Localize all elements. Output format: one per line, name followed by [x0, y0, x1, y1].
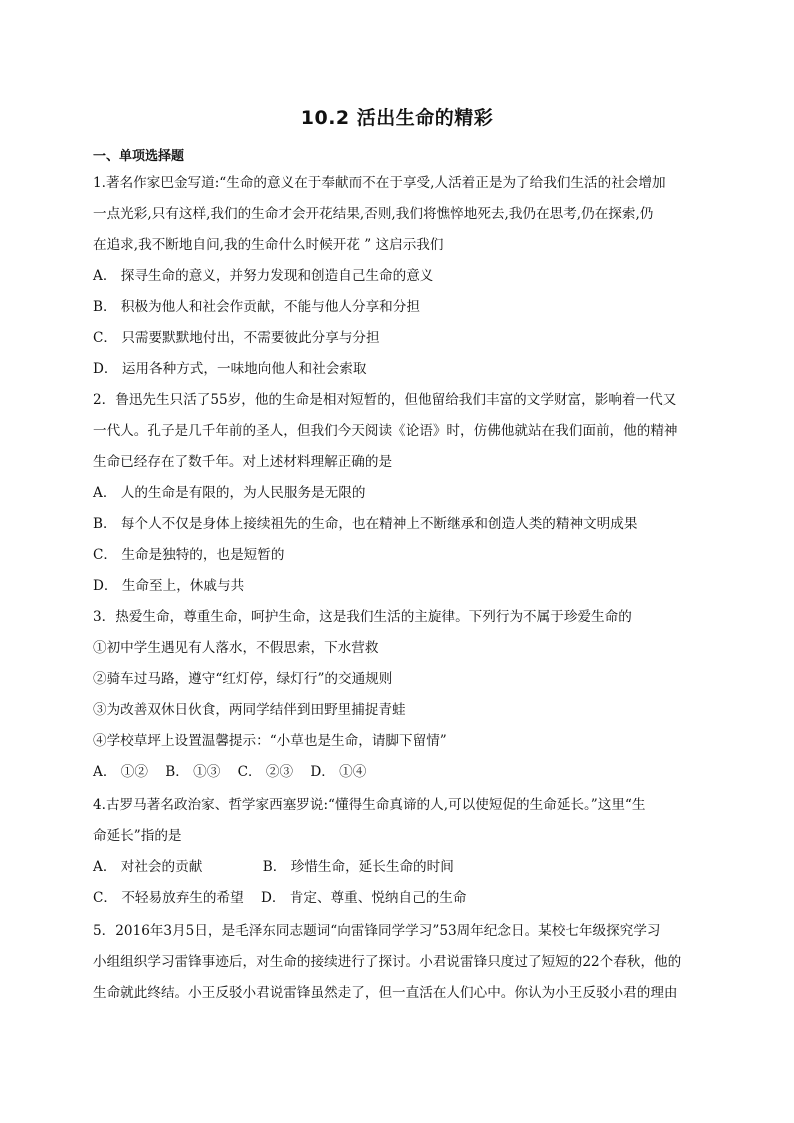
q3-item-2: ②骑车过马路，遵守“红灯停，绿灯行”的交通规则 [93, 671, 393, 687]
q1-option-d: D． 运用各种方式，一味地向他人和社会索取 [93, 361, 367, 377]
q2-option-b: B． 每个人不仅是身体上接续祖先的生命，也在精神上不断继承和创造人类的精神文明成果 [93, 516, 638, 532]
q5-stem-line: 5．2016年3月5日，是毛泽东同志题词“向雷锋同学学习”53周年纪念日。某校七年级探究学习 [93, 923, 661, 939]
q2-option-c: C． 生命是独特的，也是短暂的 [93, 547, 285, 563]
q4-options-ab: A． 对社会的贡献 B． 珍惜生命，延长生命的时间 [93, 859, 454, 875]
q2-option-d: D． 生命至上，休戚与共 [93, 578, 245, 594]
q3-options: A． ①② B． ①③ C． ②③ D． ①④ [93, 764, 367, 780]
q4-stem-line: 命延长”指的是 [93, 828, 182, 844]
q2-stem-line: 生命已经存在了数千年。对上述材料理解正确的是 [93, 454, 393, 470]
q2-stem-line: 一代人。孔子是几千年前的圣人，但我们今天阅读《论语》时，仿佛他就站在我们面前，他的精神 [93, 423, 678, 439]
q1-option-c: C． 只需要默默地付出，不需要彼此分享与分担 [93, 330, 380, 346]
q3-item-3: ③为改善双休日伙食，两同学结伴到田野里捕捉青蛙 [93, 702, 406, 718]
q1-stem-line: 1.著名作家巴金写道:“生命的意义在于奉献而不在于享受,人活着正是为了给我们生活的社会增加 [93, 175, 666, 191]
q1-stem-line: 在追求,我不断地自问,我的生命什么时候开花 ” 这启示我们 [93, 237, 444, 253]
section-heading: 一、单项选择题 [93, 149, 185, 164]
q2-stem-line: 2．鲁迅先生只活了55岁，他的生命是相对短暂的，但他留给我们丰富的文学财富，影响着一代又 [93, 392, 677, 408]
q1-option-a: A． 探寻生命的意义，并努力发现和创造自己生命的意义 [93, 268, 434, 284]
q4-stem-line: 4.古罗马著名政治家、哲学家西塞罗说:“懂得生命真谛的人,可以使短促的生命延长。”这里“生 [93, 797, 646, 813]
q5-stem-line: 生命就此终结。小王反驳小君说雷锋虽然走了，但一直活在人们心中。你认为小王反驳小君的理由 [93, 985, 678, 1001]
q1-stem-line: 一点光彩,只有这样,我们的生命才会开花结果,否则,我们将憔悴地死去,我仍在思考,仍在探索,仍 [93, 206, 654, 222]
q5-stem-line: 小组组织学习雷锋事迹后，对生命的接续进行了探讨。小君说雷锋只度过了短短的22个春秋，他的 [93, 954, 682, 970]
page-title: 10.2 活出生命的精彩 [300, 107, 494, 129]
q2-option-a: A． 人的生命是有限的，为人民服务是无限的 [93, 485, 366, 501]
q3-item-1: ①初中学生遇见有人落水，不假思索，下水营救 [93, 640, 379, 656]
q3-stem-line: 3．热爱生命，尊重生命，呵护生命，这是我们生活的主旋律。下列行为不属于珍爱生命的 [93, 609, 632, 625]
q4-options-cd: C． 不轻易放弃生的希望 D． 肯定、尊重、悦纳自己的生命 [93, 890, 467, 906]
q3-item-4: ④学校草坪上设置温馨提示：“小草也是生命，请脚下留情” [93, 733, 447, 749]
q1-option-b: B． 积极为他人和社会作贡献，不能与他人分享和分担 [93, 299, 420, 315]
